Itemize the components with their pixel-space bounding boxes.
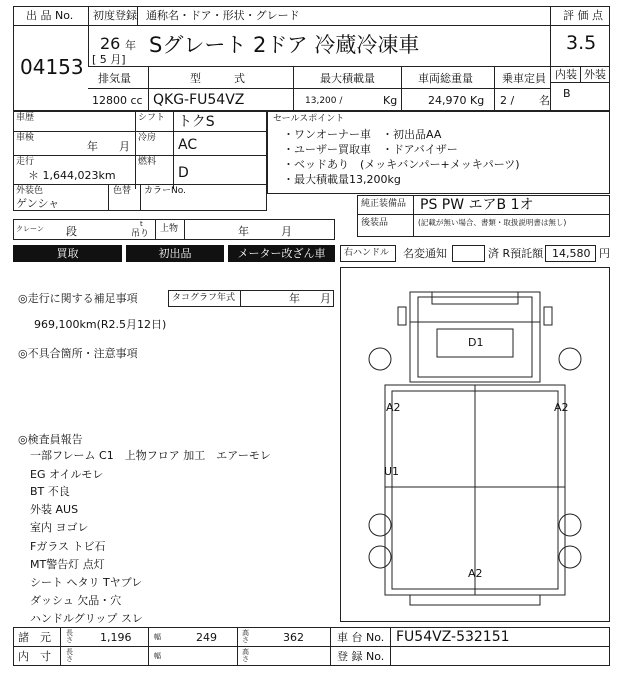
exterior-color-label: 外装色 xyxy=(16,186,44,196)
in-height-label: 高さ xyxy=(242,648,249,663)
interior-dims-label: 内 寸 xyxy=(18,650,51,663)
inspection-year: 年 xyxy=(87,140,98,153)
damage-mark-a2-right: A2 xyxy=(554,401,569,414)
inspector-item-5: 室内 ヨゴレ xyxy=(30,521,89,534)
mileage-label: 走行 xyxy=(16,157,35,167)
crane-t: t xyxy=(140,220,143,228)
tacho-label: タコグラフ年式 xyxy=(172,293,236,303)
chassis-label: 車 台 No. xyxy=(337,631,385,644)
first-reg-label: 初度登録 xyxy=(93,9,137,22)
in-length-label: 長さ xyxy=(66,648,73,663)
chassis-value: FU54VZ-532151 xyxy=(396,629,510,645)
exterior-color-value: ゲンシャ xyxy=(16,197,60,210)
inspector-item-10: ハンドルグリップ スレ xyxy=(30,612,143,625)
aircon-value: AC xyxy=(178,137,198,153)
capacity-label: 乗車定員 xyxy=(502,72,546,85)
gross-weight-value: 24,970 Kg xyxy=(428,94,485,107)
model-value: QKG-FU54VZ xyxy=(153,92,245,108)
first-listing-badge: 初出品 xyxy=(126,245,224,262)
crane-label: クレーン xyxy=(16,225,44,233)
lot-label: 出 品 No. xyxy=(26,9,74,22)
width-label: 幅 xyxy=(154,633,161,641)
defect-title: ◎不具合箇所・注意事項 xyxy=(18,347,138,360)
sales-points-title: セールスポイント xyxy=(273,114,345,124)
recycle-value: 14,580 xyxy=(552,247,591,260)
reg-month: [ 5 月] xyxy=(92,53,126,66)
inspector-item-7: MT警告灯 点灯 xyxy=(30,558,105,571)
shift-value: トクS xyxy=(178,114,215,130)
gross-weight-label: 車両総重量 xyxy=(418,72,473,85)
width-value: 249 xyxy=(196,631,217,644)
aftermarket-label: 後装品 xyxy=(361,218,389,228)
inspector-item-2: EG オイルモレ xyxy=(30,468,104,481)
crane-stage: 段 xyxy=(66,225,77,238)
aircon-label: 冷房 xyxy=(138,133,157,143)
tacho-year: 年 xyxy=(289,292,300,305)
inspector-item-6: Fガラス トビ石 xyxy=(30,540,106,553)
inspector-item-4: 外装 AUS xyxy=(30,503,79,516)
interior-label: 内装 xyxy=(555,68,577,81)
damage-mark-a2-rear: A2 xyxy=(468,567,483,580)
lot-number: 04153 xyxy=(20,55,84,79)
damage-mark-a2-left: A2 xyxy=(386,401,401,414)
displacement-label: 排気量 xyxy=(98,72,131,85)
max-load-label: 最大積載量 xyxy=(320,72,375,85)
displacement-value: 12800 cc xyxy=(92,94,143,107)
name-change-label: 名変通知 xyxy=(403,247,447,260)
model-label: 型 式 xyxy=(190,72,245,85)
yen-unit: 円 xyxy=(599,247,610,260)
capacity-value: 2 / xyxy=(500,94,515,107)
aftermarket-note: (記載が無い場合、書類・取扱説明書は無し) xyxy=(418,218,567,227)
fuel-value: D xyxy=(178,165,189,181)
tacho-month: 月 xyxy=(320,292,331,305)
sales-point-2: ・ユーザー買取車 ・ドアバイザー xyxy=(283,143,458,156)
mileage-value: ＊ 1,644,023km xyxy=(28,169,116,182)
reg-no-label: 登 録 No. xyxy=(337,650,385,663)
damage-mark-u1: U1 xyxy=(384,465,400,478)
in-width-label: 幅 xyxy=(154,652,161,660)
lift-year: 年 xyxy=(238,225,249,238)
length-label: 長さ xyxy=(66,629,73,644)
name-change-box xyxy=(452,245,485,262)
reg-year: 26 xyxy=(100,34,121,53)
factory-equipment-value: PS PW エアB 1オ xyxy=(420,197,534,213)
year-unit: 年 xyxy=(125,39,136,52)
length-value: 1,196 xyxy=(100,631,132,644)
color-change-label: 色替 xyxy=(113,186,132,196)
factory-equipment-label: 純正装備品 xyxy=(361,199,407,209)
inspector-item-1: 一部フレーム C1 上物フロア 加工 エアーモレ xyxy=(30,449,271,462)
crane-lift: 吊り xyxy=(131,229,150,239)
shift-label: シフト xyxy=(138,113,166,123)
supplement-title: ◎走行に関する補足事項 xyxy=(18,292,138,305)
fuel-label: 燃料 xyxy=(138,157,157,167)
lift-label: 上物 xyxy=(160,224,179,234)
height-value: 362 xyxy=(283,631,304,644)
inspector-title: ◎検査員報告 xyxy=(18,433,83,446)
max-load-value: 13,200 / xyxy=(305,96,343,106)
capacity-unit: 名 xyxy=(539,94,550,107)
recycle-label: 済 R預託額 xyxy=(488,247,544,260)
exterior-label: 外装 xyxy=(584,68,606,81)
right-hand-label: 右ハンドル xyxy=(344,248,390,258)
damage-mark-d1: D1 xyxy=(468,336,484,349)
inspection-label: 車検 xyxy=(16,133,35,143)
inspection-month: 月 xyxy=(119,140,130,153)
inspector-item-9: ダッシュ 欠品・穴 xyxy=(30,594,122,607)
history-label: 車歴 xyxy=(16,113,35,123)
sales-point-4: ・最大積載量13,200kg xyxy=(283,173,401,186)
purchase-badge: 買取 xyxy=(13,245,122,262)
sales-point-3: ・ベッドあり (メッキバンパー+メッキパーツ) xyxy=(283,158,520,171)
car-name-label: 通称名・ドア・形状・グレード xyxy=(146,9,300,22)
interior-grade: B xyxy=(563,87,571,100)
eval-label: 評 価 点 xyxy=(563,9,603,22)
supplement-value: 969,100km(R2.5月12日) xyxy=(34,318,167,331)
meter-tampered-badge: メーター改ざん車 xyxy=(228,245,335,262)
height-label: 高さ xyxy=(242,629,249,644)
eval-score: 3.5 xyxy=(566,32,597,54)
color-no-label: カラーNo. xyxy=(144,186,186,196)
kg-unit: Kg xyxy=(383,94,398,107)
sales-point-1: ・ワンオーナー車 ・初出品AA xyxy=(283,128,442,141)
lift-month: 月 xyxy=(281,225,292,238)
inspector-item-8: シート ヘタリ Tヤブレ xyxy=(30,576,143,589)
car-name: Sグレート 2ドア 冷蔵冷凍車 xyxy=(149,33,420,57)
inspector-item-3: BT 不良 xyxy=(30,485,70,498)
dims-label: 諸 元 xyxy=(18,631,51,644)
